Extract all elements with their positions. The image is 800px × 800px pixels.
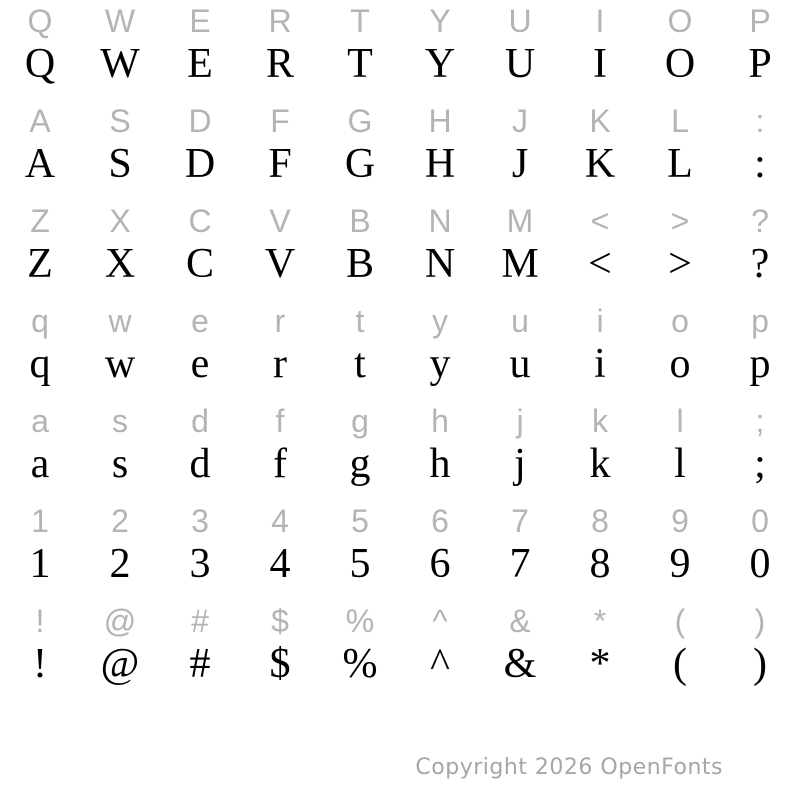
copyright-text: Copyright 2026 OpenFonts (415, 755, 723, 780)
glyph-pair-qwerty-lower: q w e r t y u i o p q w e r t y u i o p (29, 303, 771, 387)
glyph-pair-zxcv-upper: Z X C V B N M < > ? Z X C V B N M < > ? (27, 203, 770, 287)
glyph-pair-qwerty-upper: Q W E R T Y U I O P Q W E R T Y U I O P (24, 3, 772, 87)
glyph-pair-asdf-upper: A S D F G H J K L : A S D F G H J K L : (24, 103, 766, 187)
glyph-pair-symbols: ! @ # $ % ^ & * ( ) ! @ # $ % ^ & * ( ) (33, 603, 767, 687)
glyph-pair-asdf-lower: a s d f g h j k l ; a s d f g h j k l ; (30, 403, 766, 487)
glyph-pair-digits: 1 2 3 4 5 6 7 8 9 0 1 2 3 4 5 6 7 8 9 0 (29, 503, 771, 587)
